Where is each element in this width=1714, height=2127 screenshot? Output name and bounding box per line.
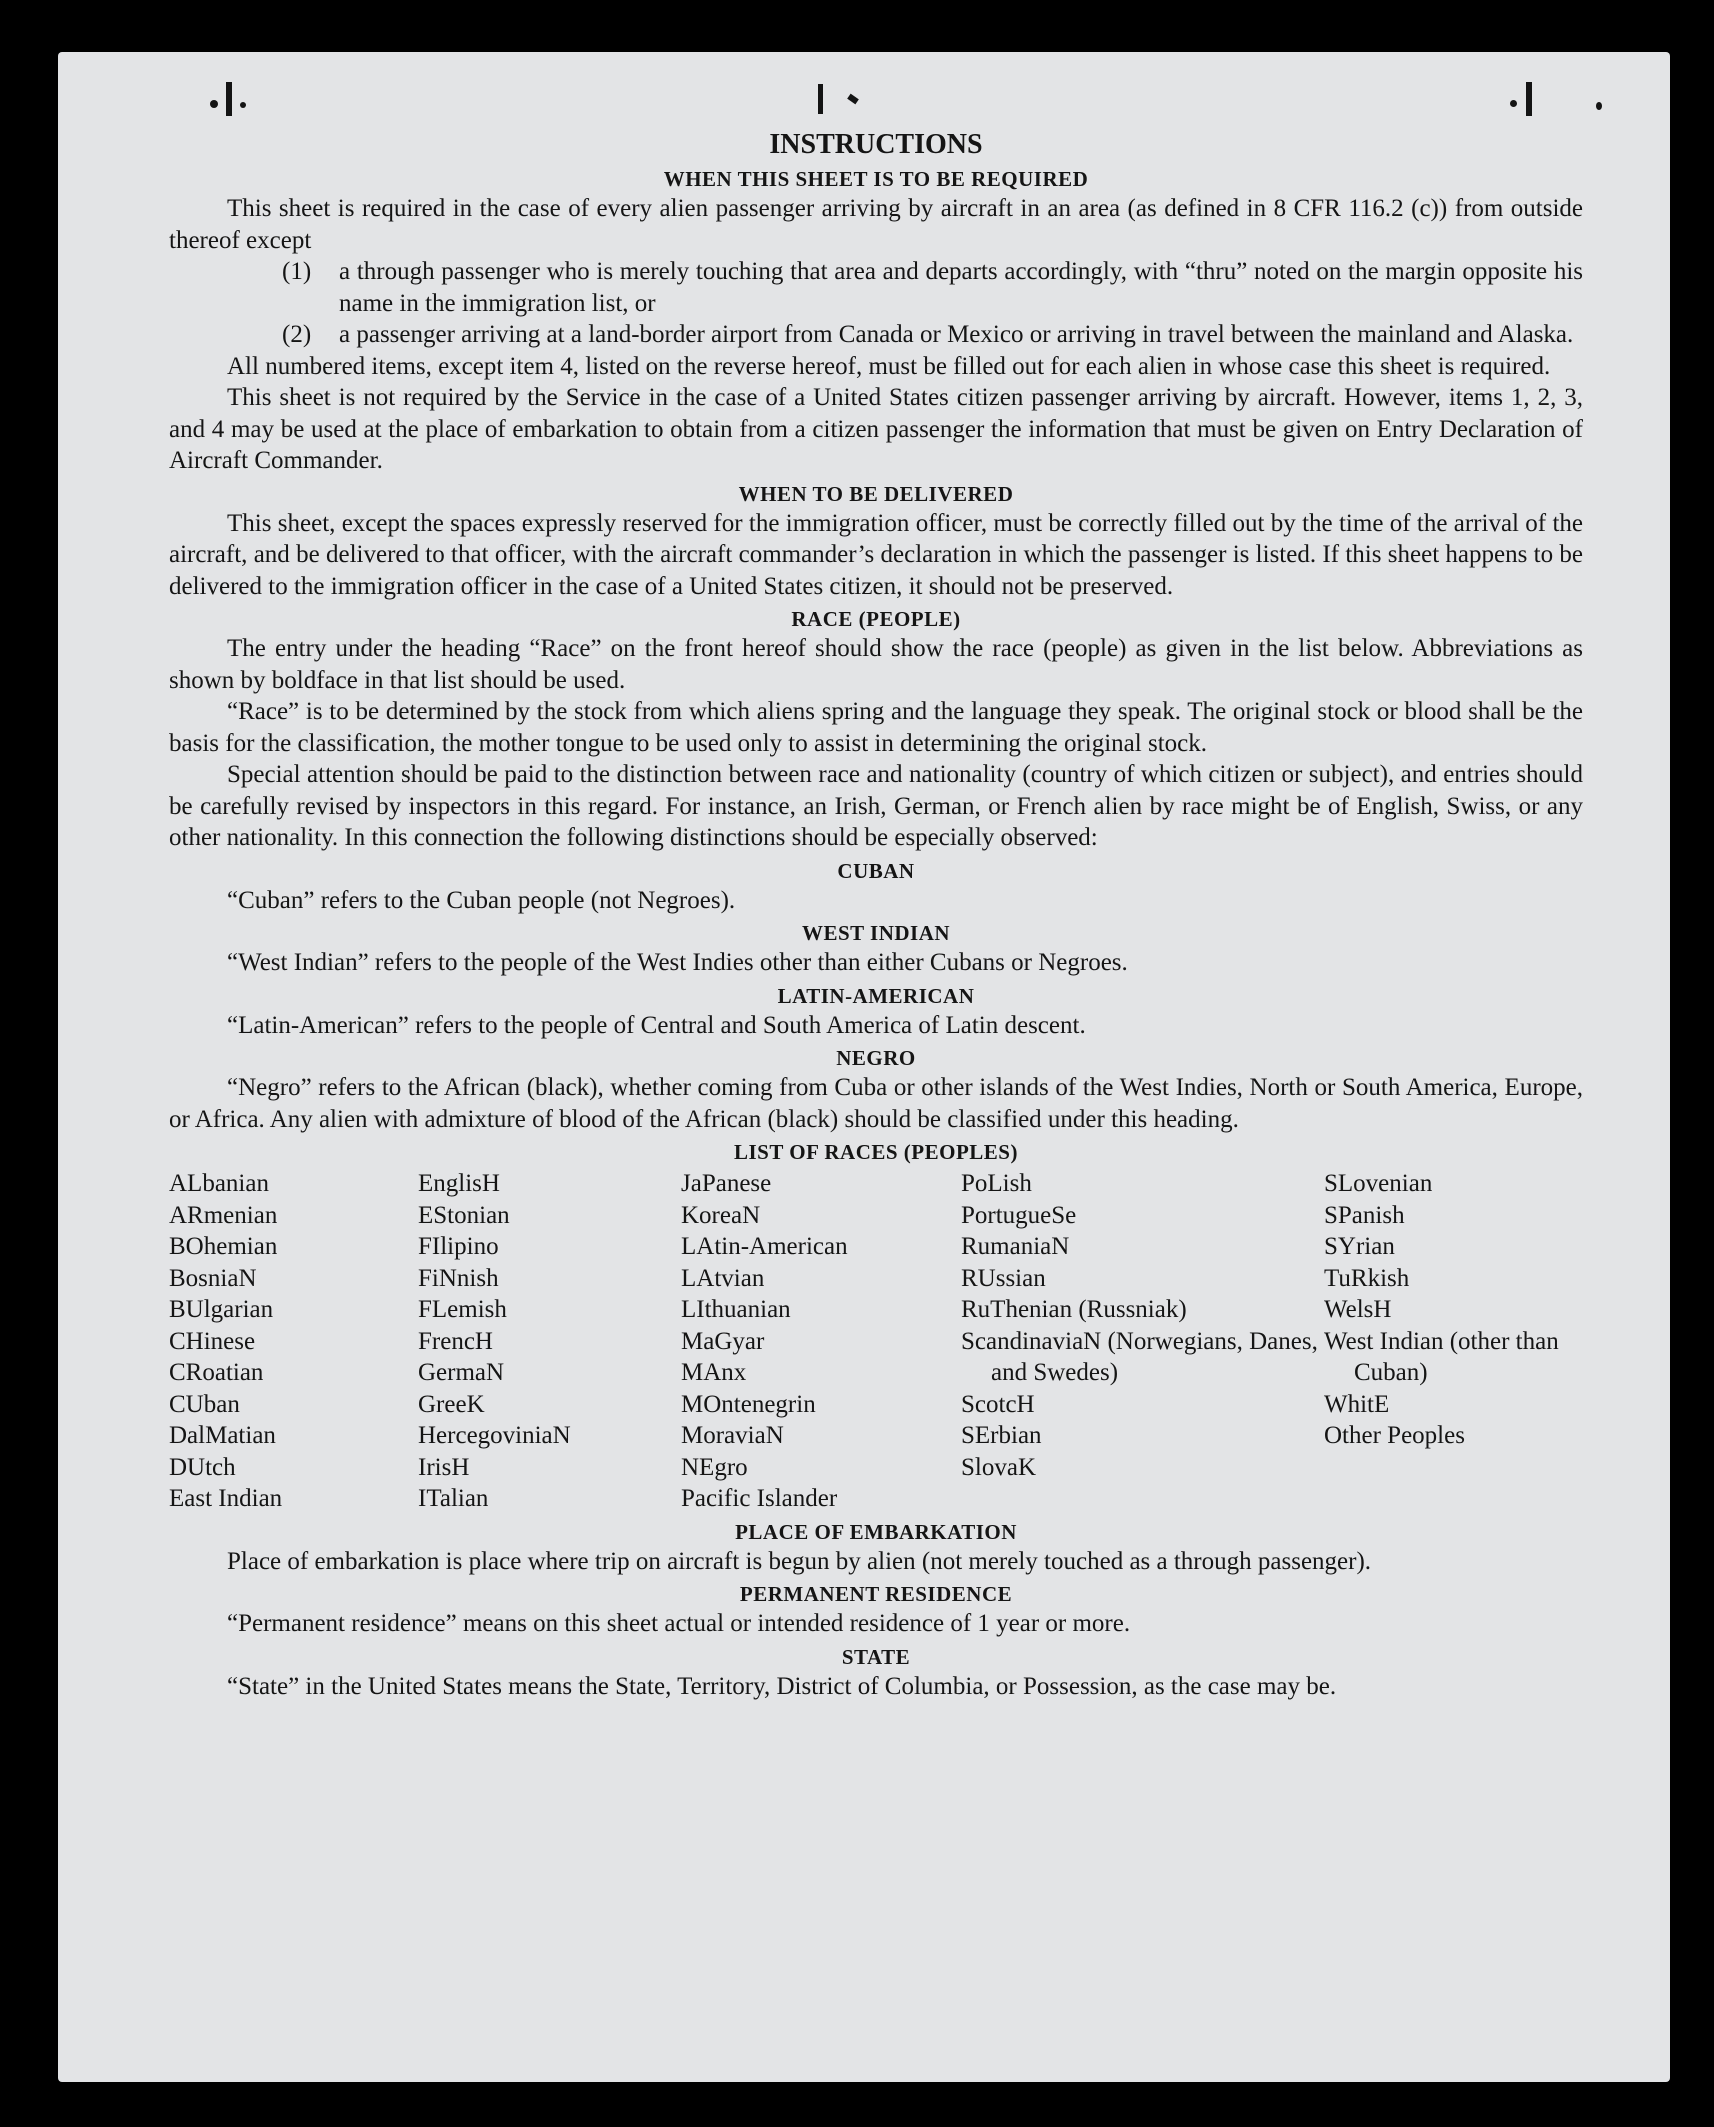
page-title: INSTRUCTIONS xyxy=(769,129,983,160)
race-entry: IrisH xyxy=(418,1453,470,1481)
race-entry: ITalian xyxy=(418,1485,489,1512)
race-entry: DUtch xyxy=(169,1453,236,1481)
race-entry: EStonian xyxy=(418,1201,510,1229)
paragraph: “Latin-American” refers to the people of Central and South America of Latin descent. xyxy=(227,1011,1086,1039)
section-heading-required: WHEN THIS SHEET IS TO BE REQUIRED xyxy=(663,167,1089,191)
race-entry: GermaN xyxy=(418,1359,505,1386)
race-entry: FLemish xyxy=(418,1296,507,1323)
race-entry: WelsH xyxy=(1324,1296,1392,1323)
paragraph: “Negro” refers to the African (black), whether coming from Cuba or other islands of the West Indies, North or South America, Europe, or Africa. Any alien with admixture of blood of the African (black) should be classified under this heading. xyxy=(169,1074,1583,1133)
list-item xyxy=(169,256,1583,319)
paragraph: “Race” is to be determined by the stock from which aliens spring and the language they speak. The original stock or blood shall be the basis for the classification, the mother tongue to be used only to assist in determining the original stock. xyxy=(169,698,1583,757)
scan-mark xyxy=(1526,82,1532,116)
race-entry: RumaniaN xyxy=(961,1233,1070,1260)
race-entry: NEgro xyxy=(681,1453,748,1481)
race-entry: MoraviaN xyxy=(681,1422,784,1449)
document-page xyxy=(58,52,1670,2082)
races-column-5 xyxy=(1324,1168,1583,1515)
scan-mark xyxy=(226,82,232,116)
paragraph: “Cuban” refers to the Cuban people (not Negroes). xyxy=(227,886,736,914)
instructions-body xyxy=(169,128,1583,1702)
race-entry: WhitE xyxy=(1324,1390,1390,1418)
races-column-2 xyxy=(418,1168,681,1515)
race-entry: SYrian xyxy=(1324,1233,1395,1260)
race-entry: JaPanese xyxy=(681,1170,772,1197)
section-heading-delivered: WHEN TO BE DELIVERED xyxy=(738,481,1014,506)
race-entry: DalMatian xyxy=(169,1422,276,1449)
race-entry: FIlipino xyxy=(418,1233,499,1260)
section-heading-state: STATE xyxy=(841,1644,911,1669)
races-column-3 xyxy=(681,1168,961,1515)
section-heading-negro: NEGRO xyxy=(836,1046,916,1070)
list-item xyxy=(169,319,1583,351)
race-entry: SPanish xyxy=(1324,1201,1405,1229)
race-entry: SLovenian xyxy=(1324,1170,1433,1197)
section-heading-list-of-races: LIST OF RACES (PEOPLES) xyxy=(734,1140,1018,1164)
race-entry: CUban xyxy=(169,1390,240,1418)
race-entry: ARmenian xyxy=(169,1201,278,1229)
scan-mark xyxy=(847,94,859,105)
race-entry: LAtvian xyxy=(681,1264,765,1292)
race-entry: TuRkish xyxy=(1324,1264,1410,1292)
scan-mark xyxy=(1596,102,1602,110)
section-heading-embarkation: PLACE OF EMBARKATION xyxy=(735,1519,1017,1544)
race-entry: CHinese xyxy=(169,1327,256,1355)
paragraph: This sheet is not required by the Service in the case of a United States citizen passenger arriving by aircraft. However, items 1, 2, 3, and 4 may be used at the place of embarkation to obtain from a citizen passenger the information that must be given on Entry Declaration of Aircraft Commander. xyxy=(169,384,1583,474)
section-heading-latin-american: LATIN-AMERICAN xyxy=(777,983,975,1008)
section-heading-race: RACE (PEOPLE) xyxy=(791,607,961,631)
paragraph: “State” in the United States means the State, Territory, District of Columbia, or Possession, as the case may be. xyxy=(227,1672,1337,1700)
race-entry: ALbanian xyxy=(169,1170,269,1197)
race-entry: EnglisH xyxy=(418,1170,500,1197)
scan-mark xyxy=(1510,100,1517,107)
race-entry: West Indian (other than Cuban) xyxy=(1324,1327,1559,1386)
races-column-1 xyxy=(169,1168,418,1515)
paragraph: “West Indian” refers to the people of the West Indies other than either Cubans or Negroes. xyxy=(227,949,1128,976)
race-entry: LAtin-American xyxy=(681,1233,848,1260)
races-list xyxy=(169,1168,1583,1515)
scan-mark xyxy=(210,100,218,108)
race-entry: GreeK xyxy=(418,1390,485,1418)
races-column-4 xyxy=(961,1168,1324,1515)
paragraph: This sheet, except the spaces expressly reserved for the immigration officer, must be correctly filled out by the time of the arrival of the aircraft, and be delivered to that officer, with the aircraft commander’s declaration in which the passenger is listed. If this sheet happens to be delivered to the immigration officer in the case of a United States citizen, it should not be preserved. xyxy=(169,509,1583,600)
race-entry: ScotcH xyxy=(961,1390,1035,1418)
section-heading-permanent-residence: PERMANENT RESIDENCE xyxy=(739,1582,1013,1606)
scan-mark xyxy=(818,84,823,114)
race-entry: CRoatian xyxy=(169,1359,264,1386)
race-entry: FrencH xyxy=(418,1327,493,1355)
paragraph: “Permanent residence” means on this sheet actual or intended residence of 1 year or more. xyxy=(227,1610,1131,1637)
race-entry: BosniaN xyxy=(169,1264,257,1292)
section-heading-cuban: CUBAN xyxy=(837,858,915,883)
item-number: (2) xyxy=(282,321,312,348)
scan-mark xyxy=(240,102,246,108)
race-entry: BUlgarian xyxy=(169,1296,274,1323)
paragraph: Special attention should be paid to the distinction between race and nationality (country of which citizen or subject), and entries should be carefully revised by inspectors in this regard. For instance, an Irish, German, or French alien by race might be of English, Swiss, or any other nationality. In this connection the following distinctions should be especially observed: xyxy=(169,761,1583,851)
race-entry: ScandinaviaN (Norwegians, Danes, and Swedes) xyxy=(961,1327,1318,1386)
race-entry: Other Peoples xyxy=(1324,1422,1465,1449)
item-text: a through passenger who is merely touching that area and departs accordingly, with “thru” noted on the margin opposite his name in the immigration list, or xyxy=(339,258,1583,317)
race-entry: SlovaK xyxy=(961,1453,1036,1481)
race-entry: MaGyar xyxy=(681,1327,765,1355)
race-entry: Pacific Islander xyxy=(681,1485,838,1512)
race-entry: MOntenegrin xyxy=(681,1390,816,1418)
paragraph: The entry under the heading “Race” on the front hereof should show the race (people) as given in the list below. Abbreviations as shown by boldface in that list should be used. xyxy=(169,635,1583,694)
race-entry: PortugueSe xyxy=(961,1201,1077,1229)
race-entry: SErbian xyxy=(961,1422,1042,1449)
race-entry: HercegoviniaN xyxy=(418,1422,571,1449)
paragraph: This sheet is required in the case of every alien passenger arriving by aircraft in an area (as defined in 8 CFR 116.2 (c)) from outside thereof except xyxy=(169,195,1583,254)
race-entry: East Indian xyxy=(169,1485,283,1512)
race-entry: RuThenian (Russniak) xyxy=(961,1296,1187,1323)
race-entry: KoreaN xyxy=(681,1201,761,1229)
paragraph: Place of embarkation is place where trip on aircraft is begun by alien (not merely touched as a through passenger). xyxy=(227,1547,1372,1575)
race-entry: BOhemian xyxy=(169,1233,278,1260)
race-entry: FiNnish xyxy=(418,1264,499,1292)
item-text: a passenger arriving at a land-border airport from Canada or Mexico or arriving in travel between the mainland and Alaska. xyxy=(339,321,1574,348)
race-entry: PoLish xyxy=(961,1170,1032,1197)
section-heading-west-indian: WEST INDIAN xyxy=(801,921,951,945)
race-entry: MAnx xyxy=(681,1359,747,1386)
paragraph: All numbered items, except item 4, listed on the reverse hereof, must be filled out for each alien in whose case this sheet is required. xyxy=(227,352,1551,380)
race-entry: LIthuanian xyxy=(681,1296,791,1323)
item-number: (1) xyxy=(282,258,312,285)
race-entry: RUssian xyxy=(961,1264,1046,1292)
